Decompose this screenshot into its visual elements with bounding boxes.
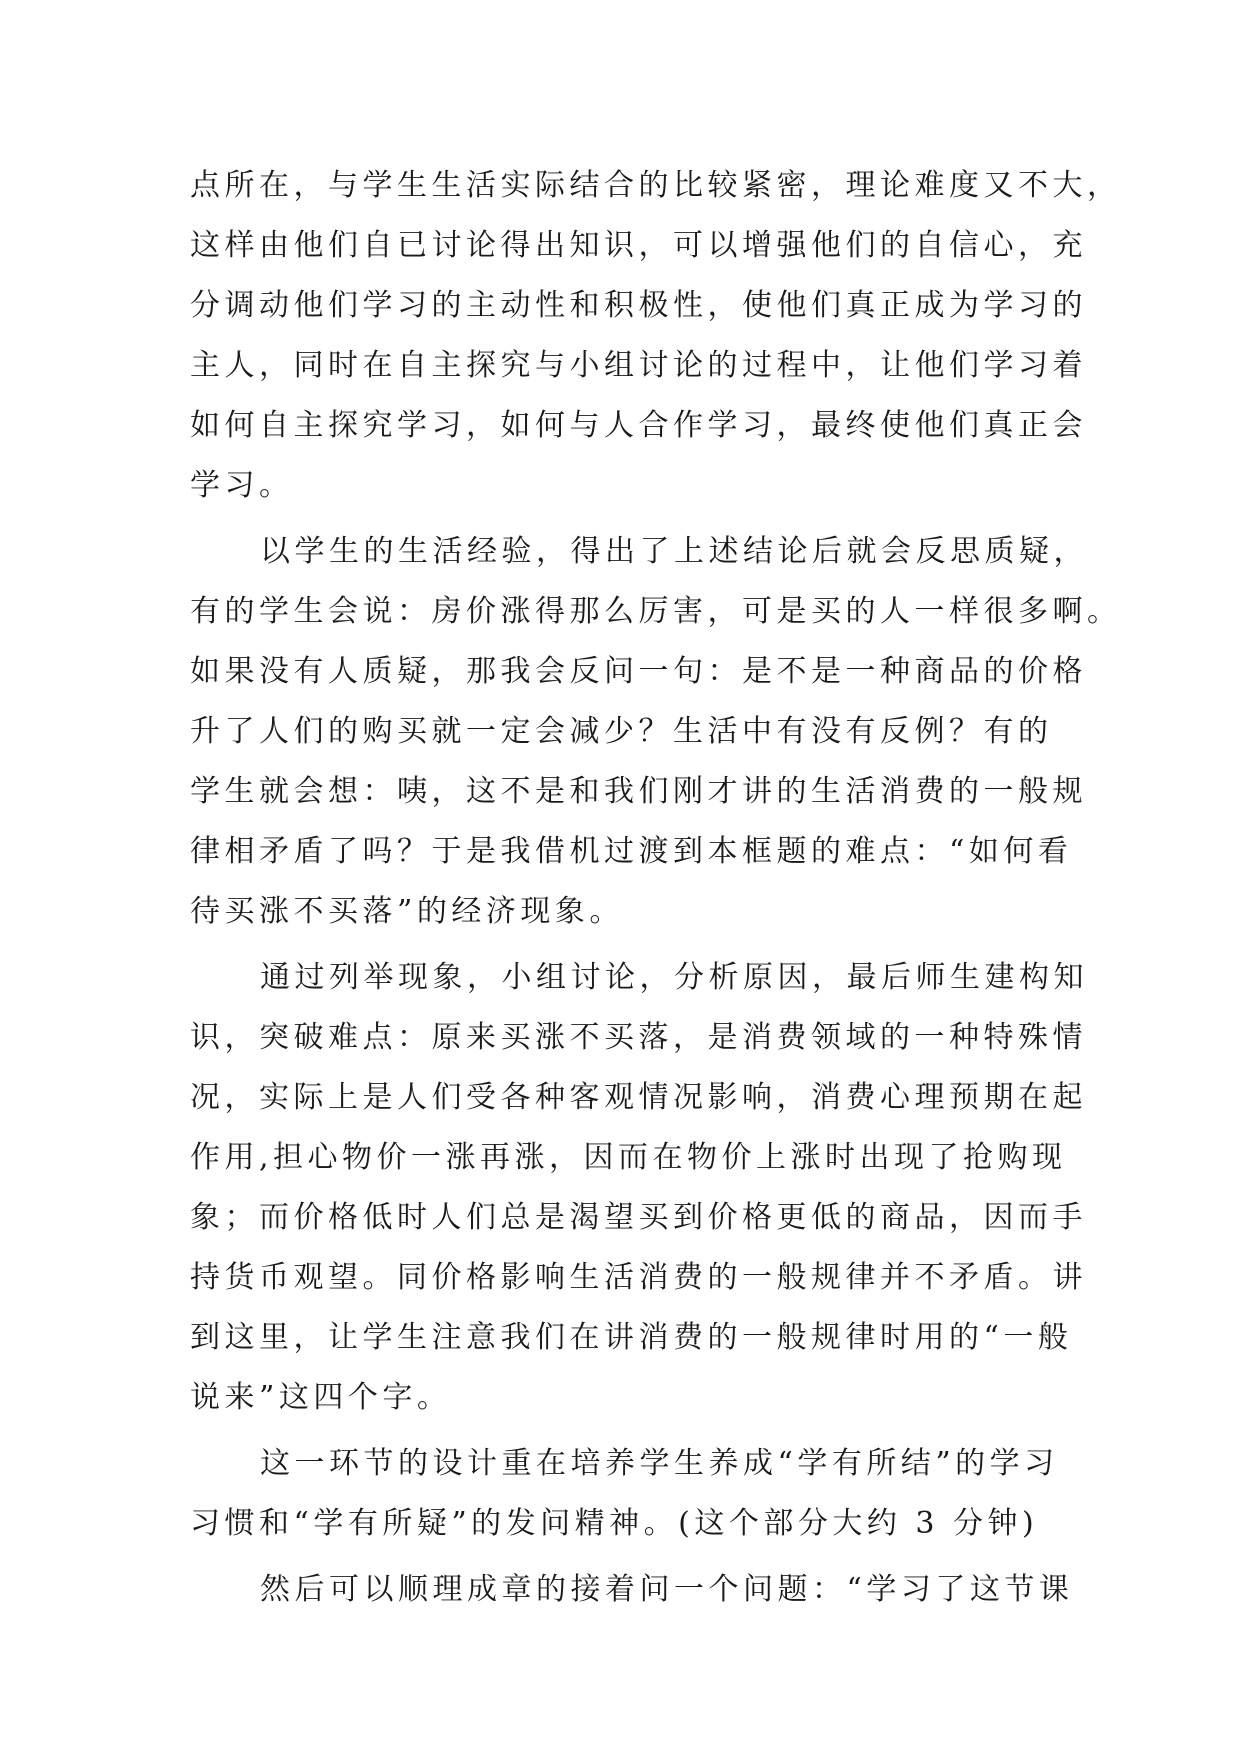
- paragraph-1: [190, 156, 1122, 516]
- text-line: 到这里，让学生注意我们在讲消费的一般规律时用的“一般: [190, 1320, 1073, 1355]
- text-line: 有的学生会说：房价涨得那么厉害，可是买的人一样很多啊。: [190, 594, 1122, 629]
- text-line: 通过列举现象，小组讨论，分析原因，最后师生建构知: [260, 960, 1088, 995]
- text-line: 分调动他们学习的主动性和积极性，使他们真正成为学习的: [190, 288, 1087, 323]
- text-line: 点所在，与学生生活实际结合的比较紧密，理论难度又不大，: [190, 168, 1122, 203]
- document-body: [190, 156, 1122, 1620]
- text-line: 况，实际上是人们受各种客观情况影响，消费心理预期在起: [190, 1080, 1087, 1115]
- text-line: 待买涨不买落”的经济现象。: [190, 894, 624, 929]
- text-line: 象；而价格低时人们总是渴望买到价格更低的商品，因而手: [190, 1200, 1087, 1235]
- text-line: 说来”这四个字。: [190, 1380, 452, 1415]
- text-line: 如果没有人质疑，那我会反问一句：是不是一种商品的价格: [190, 654, 1087, 689]
- text-line: 识，突破难点：原来买涨不买落，是消费领域的一种特殊情: [190, 1020, 1087, 1055]
- text-line: 这样由他们自已讨论得出知识，可以增强他们的自信心，充: [190, 228, 1087, 263]
- text-line: 如何自主探究学习，如何与人合作学习，最终使他们真正会: [190, 408, 1087, 443]
- text-line: 升了人们的购买就一定会减少？生活中有没有反例？有的: [190, 714, 1053, 749]
- paragraph-5: [190, 1560, 1074, 1620]
- text-line: 学生就会想：咦，这不是和我们刚才讲的生活消费的一般规: [190, 774, 1087, 809]
- text-line: 这一环节的设计重在培养学生养成“学有所结”的学习: [260, 1446, 1059, 1481]
- text-line: 以学生的生活经验，得出了上述结论后就会反思质疑，: [260, 534, 1088, 569]
- text-line: 作用,担心物价一涨再涨，因而在物价上涨时出现了抢购现: [190, 1140, 1067, 1175]
- text-line: 习惯和“学有所疑”的发问精神。(这个部分大约 3 分钟): [190, 1506, 1039, 1541]
- text-line: 学习。: [190, 468, 294, 503]
- text-line: 持货币观望。同价格影响生活消费的一般规律并不矛盾。讲: [190, 1260, 1087, 1295]
- paragraph-4: [190, 1434, 1059, 1554]
- text-line: 然后可以顺理成章的接着问一个问题：“学习了这节课: [260, 1572, 1074, 1607]
- text-line: 主人，同时在自主探究与小组讨论的过程中，让他们学习着: [190, 348, 1087, 383]
- paragraph-2: [190, 522, 1122, 942]
- paragraph-3: [190, 948, 1088, 1428]
- text-line: 律相矛盾了吗？于是我借机过渡到本框题的难点：“如何看: [190, 834, 1073, 869]
